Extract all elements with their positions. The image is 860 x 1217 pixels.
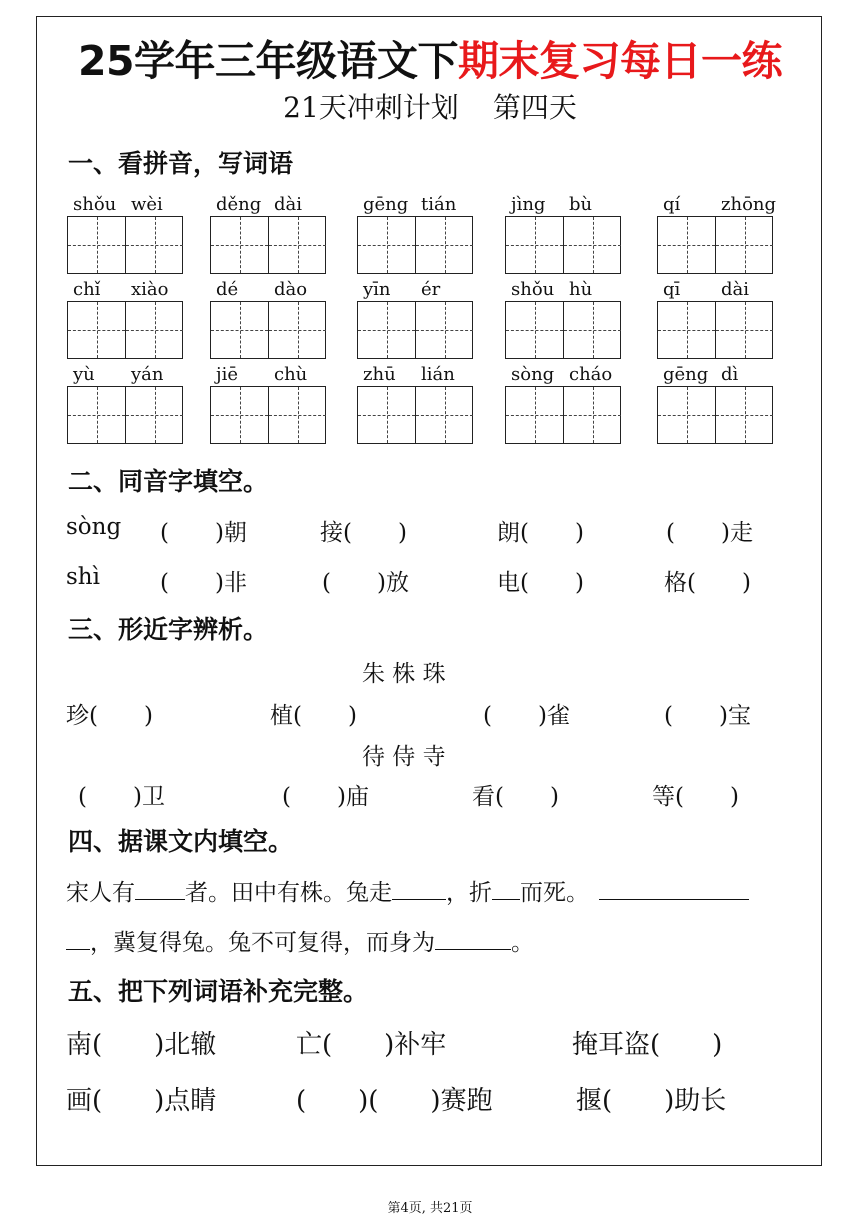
- pinyin-syllable: shǒu: [511, 279, 555, 300]
- char-group: 朱 株 珠: [362, 661, 446, 687]
- writing-box: [657, 216, 773, 274]
- pinyin-syllable: yīn: [363, 279, 391, 300]
- page-subtitle: [0, 86, 860, 126]
- writing-box: [357, 386, 473, 444]
- similar-char-blank: ( )宝: [664, 703, 751, 729]
- title-highlight: 期末复习每日一练: [458, 37, 783, 85]
- writing-box: [505, 301, 621, 359]
- homophone-blank: ( )朝: [160, 520, 247, 546]
- pinyin-syllable: děng: [216, 194, 262, 215]
- pinyin-syllable: qí: [663, 194, 681, 215]
- section2-heading: 二、同音字填空。: [68, 467, 269, 496]
- idiom-blank: ( )( )赛跑: [296, 1086, 493, 1116]
- pinyin-syllable: dào: [274, 279, 308, 300]
- pinyin-syllable: jìng: [511, 194, 546, 215]
- pinyin-syllable: dì: [721, 364, 739, 385]
- idiom-blank: 掩耳盗( ): [572, 1030, 723, 1060]
- writing-box: [505, 216, 621, 274]
- writing-box: [210, 386, 326, 444]
- subtitle-plan: 21天冲刺计划: [283, 91, 459, 124]
- title-main: 25学年三年级语文下: [77, 37, 459, 85]
- homophone-pinyin: shì: [66, 564, 100, 590]
- section1-heading: 一、看拼音，写词语: [68, 149, 294, 178]
- pinyin-syllable: jiē: [216, 364, 238, 385]
- similar-char-blank: ( )雀: [483, 703, 570, 729]
- pinyin-syllable: zhū: [363, 364, 396, 385]
- homophone-blank: 接( ): [320, 520, 407, 546]
- page-title: [0, 28, 860, 87]
- homophone-blank: ( )非: [160, 570, 247, 596]
- section4-heading: 四、据课文内填空。: [68, 827, 294, 856]
- writing-box: [210, 216, 326, 274]
- subtitle-day: 第四天: [492, 91, 577, 124]
- idiom-blank: 揠( )助长: [576, 1086, 727, 1116]
- writing-box: [657, 301, 773, 359]
- similar-char-blank: ( )庙: [282, 784, 369, 810]
- fill-in-line-1: 宋人有 者。田中有株。兔走 ，折 而死。: [66, 874, 749, 907]
- pinyin-syllable: hù: [569, 279, 593, 300]
- pinyin-syllable: zhōng: [721, 194, 777, 215]
- similar-char-blank: 植( ): [270, 703, 357, 729]
- pinyin-syllable: dé: [216, 279, 239, 300]
- pinyin-syllable: gēng: [663, 364, 709, 385]
- homophone-blank: ( )走: [666, 520, 753, 546]
- idiom-blank: 画( )点睛: [66, 1086, 217, 1116]
- writing-box: [505, 386, 621, 444]
- section5-heading: 五、把下列词语补充完整。: [68, 977, 369, 1006]
- similar-char-blank: 看( ): [472, 784, 559, 810]
- writing-box: [67, 301, 183, 359]
- homophone-blank: 格( ): [664, 570, 751, 596]
- pinyin-syllable: cháo: [569, 364, 613, 385]
- pinyin-syllable: qī: [663, 279, 681, 300]
- char-group: 待 侍 寺: [362, 744, 446, 770]
- writing-box: [210, 301, 326, 359]
- pinyin-syllable: chù: [274, 364, 308, 385]
- pinyin-syllable: gēng: [363, 194, 409, 215]
- writing-box: [67, 216, 183, 274]
- page-footer: 第4页, 共21页: [387, 1201, 473, 1216]
- pinyin-syllable: bù: [569, 194, 593, 215]
- pinyin-syllable: chǐ: [73, 279, 101, 300]
- similar-char-blank: ( )卫: [78, 784, 165, 810]
- pinyin-syllable: xiào: [131, 279, 169, 300]
- similar-char-blank: 等( ): [652, 784, 739, 810]
- pinyin-syllable: yù: [73, 364, 95, 385]
- pinyin-syllable: sòng: [511, 364, 555, 385]
- writing-box: [357, 301, 473, 359]
- pinyin-syllable: dài: [274, 194, 303, 215]
- writing-box: [657, 386, 773, 444]
- idiom-blank: 南( )北辙: [66, 1030, 217, 1060]
- writing-box: [357, 216, 473, 274]
- similar-char-blank: 珍( ): [66, 703, 153, 729]
- pinyin-syllable: ér: [421, 279, 441, 300]
- pinyin-syllable: dài: [721, 279, 750, 300]
- homophone-blank: 电( ): [497, 570, 584, 596]
- writing-box: [67, 386, 183, 444]
- pinyin-syllable: wèi: [131, 194, 163, 215]
- fill-in-line-2: ，冀复得兔。兔不可复得，而身为 。: [66, 924, 534, 957]
- section3-heading: 三、形近字辨析。: [68, 615, 269, 644]
- homophone-pinyin: sòng: [66, 514, 122, 540]
- pinyin-syllable: lián: [421, 364, 455, 385]
- homophone-blank: 朗( ): [497, 520, 584, 546]
- pinyin-syllable: tián: [421, 194, 457, 215]
- pinyin-syllable: shǒu: [73, 194, 117, 215]
- pinyin-syllable: yán: [131, 364, 164, 385]
- idiom-blank: 亡( )补牢: [296, 1030, 447, 1060]
- homophone-blank: ( )放: [322, 570, 409, 596]
